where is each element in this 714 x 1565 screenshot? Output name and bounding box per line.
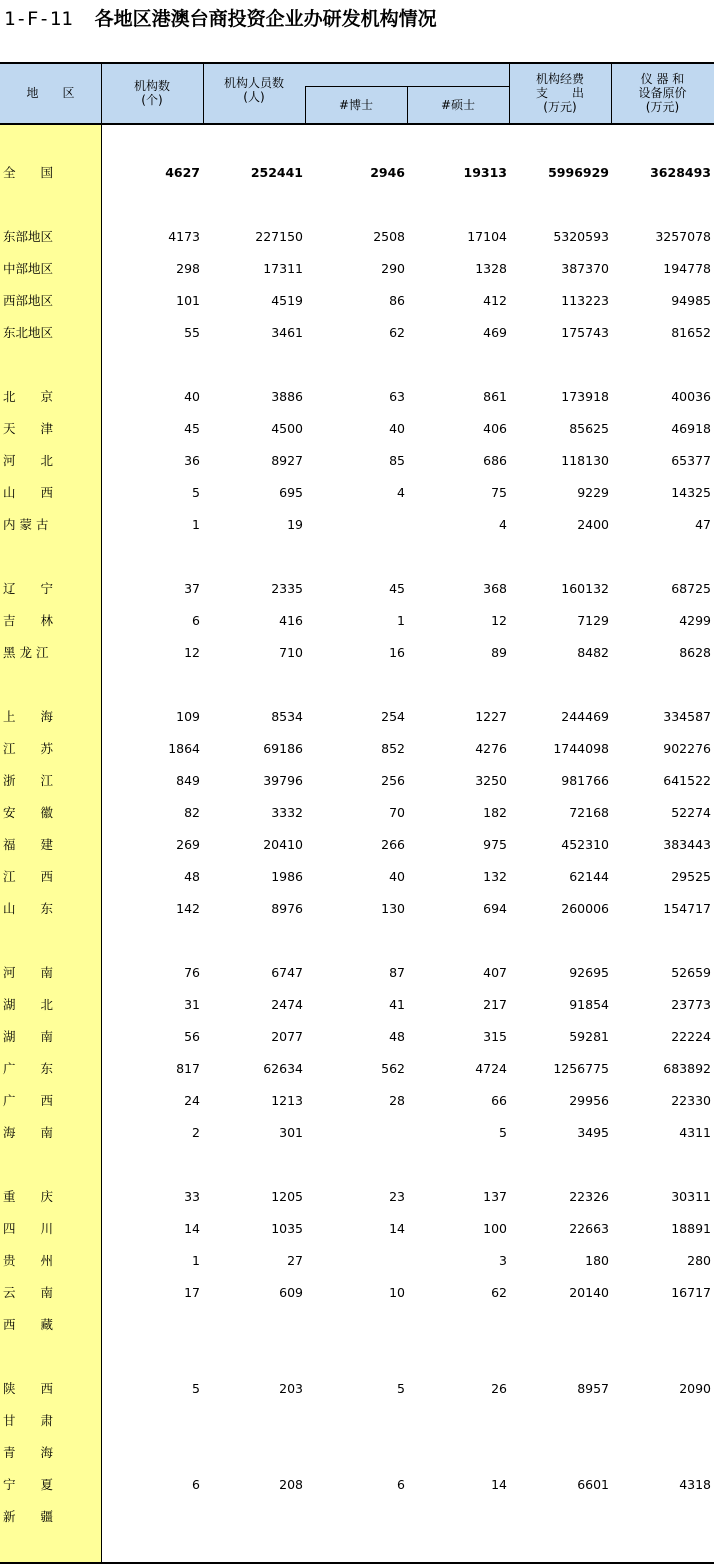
cell-value: 16717	[671, 1285, 711, 1300]
region-label: 安 徽	[3, 805, 54, 820]
cell-value: 694	[483, 901, 507, 916]
cell-value: 142	[176, 901, 200, 916]
cell-value: 3257078	[655, 229, 711, 244]
cell-value: 6747	[271, 965, 303, 980]
cell-value: 27	[287, 1253, 303, 1268]
cell-value: 6	[397, 1477, 405, 1492]
table-row	[0, 733, 714, 765]
cell-value: 861	[483, 389, 507, 404]
cell-value: 710	[279, 645, 303, 660]
cell-value: 3628493	[650, 165, 711, 180]
header-bottom-rule	[0, 123, 714, 125]
cell-value: 40036	[671, 389, 711, 404]
cell-value: 62634	[263, 1061, 303, 1076]
cell-value: 469	[483, 325, 507, 340]
cell-value: 66	[491, 1093, 507, 1108]
cell-value: 8482	[577, 645, 609, 660]
cell-value: 173918	[561, 389, 609, 404]
cell-value: 76	[184, 965, 200, 980]
cell-value: 22326	[569, 1189, 609, 1204]
cell-value: 40	[389, 421, 405, 436]
cell-value: 86	[389, 293, 405, 308]
cell-value: 14325	[671, 485, 711, 500]
cell-value: 254	[381, 709, 405, 724]
cell-value: 85625	[569, 421, 609, 436]
cell-value: 817	[176, 1061, 200, 1076]
cell-value: 256	[381, 773, 405, 788]
cell-value: 175743	[561, 325, 609, 340]
cell-value: 208	[279, 1477, 303, 1492]
cell-value: 17311	[263, 261, 303, 276]
cell-value: 62	[389, 325, 405, 340]
cell-value: 30311	[671, 1189, 711, 1204]
cell-value: 46918	[671, 421, 711, 436]
cell-value: 3461	[271, 325, 303, 340]
cell-value: 17	[184, 1285, 200, 1300]
cell-value: 31	[184, 997, 200, 1012]
table-row	[0, 701, 714, 733]
cell-value: 902276	[663, 741, 711, 756]
region-label: 海 南	[3, 1125, 54, 1140]
cell-value: 6	[192, 613, 200, 628]
table-row	[0, 1181, 714, 1213]
cell-value: 10	[389, 1285, 405, 1300]
cell-value: 4173	[168, 229, 200, 244]
cell-value: 387370	[561, 261, 609, 276]
table-row	[0, 1117, 714, 1149]
cell-value: 14	[491, 1477, 507, 1492]
region-label: 吉 林	[3, 613, 54, 628]
cell-value: 266	[381, 837, 405, 852]
cell-value: 92695	[569, 965, 609, 980]
region-label: 新 疆	[3, 1509, 54, 1524]
header-staff: 机构人员数 (人)	[223, 76, 284, 104]
cell-value: 182	[483, 805, 507, 820]
cell-value: 118130	[561, 453, 609, 468]
cell-value: 2	[192, 1125, 200, 1140]
region-label: 西部地区	[3, 293, 54, 308]
top-rule	[0, 62, 714, 64]
cell-value: 981766	[561, 773, 609, 788]
cell-value: 301	[279, 1125, 303, 1140]
cell-value: 4318	[679, 1477, 711, 1492]
cell-value: 2946	[370, 165, 405, 180]
header-phd: #博士	[338, 98, 374, 112]
cell-value: 12	[491, 613, 507, 628]
region-label: 河 南	[3, 965, 54, 980]
cell-value: 1227	[475, 709, 507, 724]
cell-value: 407	[483, 965, 507, 980]
table-row	[0, 413, 714, 445]
cell-value: 1213	[271, 1093, 303, 1108]
cell-value: 2335	[271, 581, 303, 596]
table-row	[0, 829, 714, 861]
cell-value: 8534	[271, 709, 303, 724]
table-row	[0, 1309, 714, 1341]
cell-value: 686	[483, 453, 507, 468]
cell-value: 65377	[671, 453, 711, 468]
cell-value: 368	[483, 581, 507, 596]
table-row	[0, 797, 714, 829]
cell-value: 1864	[168, 741, 200, 756]
cell-value: 7129	[577, 613, 609, 628]
table-row	[0, 1501, 714, 1533]
region-label: 湖 南	[3, 1029, 54, 1044]
cell-value: 45	[389, 581, 405, 596]
cell-value: 4299	[679, 613, 711, 628]
cell-value: 452310	[561, 837, 609, 852]
cell-value: 6601	[577, 1477, 609, 1492]
column-rule	[509, 62, 510, 124]
cell-value: 5996929	[548, 165, 609, 180]
cell-value: 5	[192, 485, 200, 500]
table-row	[0, 1085, 714, 1117]
cell-value: 113223	[561, 293, 609, 308]
region-label: 天 津	[3, 421, 54, 436]
cell-value: 3332	[271, 805, 303, 820]
cell-value: 2400	[577, 517, 609, 532]
cell-value: 62144	[569, 869, 609, 884]
cell-value: 260006	[561, 901, 609, 916]
cell-value: 641522	[663, 773, 711, 788]
cell-value: 1256775	[553, 1061, 609, 1076]
cell-value: 1744098	[553, 741, 609, 756]
region-label: 甘 肃	[3, 1413, 54, 1428]
table-row	[0, 989, 714, 1021]
region-label: 黑 龙 江	[3, 645, 49, 660]
cell-value: 59281	[569, 1029, 609, 1044]
cell-value: 52659	[671, 965, 711, 980]
table-row	[0, 157, 714, 189]
table-row	[0, 893, 714, 925]
cell-value: 22224	[671, 1029, 711, 1044]
table-row	[0, 509, 714, 541]
cell-value: 33	[184, 1189, 200, 1204]
cell-value: 1	[192, 1253, 200, 1268]
cell-value: 19313	[463, 165, 507, 180]
cell-value: 252441	[250, 165, 303, 180]
cell-value: 19	[287, 517, 303, 532]
cell-value: 1035	[271, 1221, 303, 1236]
header-expenditure: 机构经费 支 出 (万元)	[535, 72, 584, 114]
cell-value: 18891	[671, 1221, 711, 1236]
cell-value: 4	[499, 517, 507, 532]
cell-value: 101	[176, 293, 200, 308]
cell-value: 3495	[577, 1125, 609, 1140]
column-rule	[407, 86, 408, 124]
cell-value: 8628	[679, 645, 711, 660]
region-label: 辽 宁	[3, 581, 54, 596]
cell-value: 3	[499, 1253, 507, 1268]
cell-value: 383443	[663, 837, 711, 852]
cell-value: 39796	[263, 773, 303, 788]
region-label: 东部地区	[3, 229, 54, 244]
region-label: 江 苏	[3, 741, 54, 756]
cell-value: 4500	[271, 421, 303, 436]
table-row	[0, 1213, 714, 1245]
cell-value: 91854	[569, 997, 609, 1012]
cell-value: 244469	[561, 709, 609, 724]
cell-value: 683892	[663, 1061, 711, 1076]
table-row	[0, 1373, 714, 1405]
cell-value: 160132	[561, 581, 609, 596]
cell-value: 8957	[577, 1381, 609, 1396]
cell-value: 8976	[271, 901, 303, 916]
cell-value: 47	[695, 517, 711, 532]
cell-value: 69186	[263, 741, 303, 756]
cell-value: 24	[184, 1093, 200, 1108]
cell-value: 14	[389, 1221, 405, 1236]
cell-value: 28	[389, 1093, 405, 1108]
cell-value: 5	[397, 1381, 405, 1396]
cell-value: 63	[389, 389, 405, 404]
region-label: 四 川	[3, 1221, 54, 1236]
region-label: 浙 江	[3, 773, 54, 788]
cell-value: 1205	[271, 1189, 303, 1204]
cell-value: 40	[184, 389, 200, 404]
table-row	[0, 573, 714, 605]
cell-value: 334587	[663, 709, 711, 724]
cell-value: 3250	[475, 773, 507, 788]
statistics-table	[0, 62, 714, 1565]
region-label: 广 西	[3, 1093, 54, 1108]
cell-value: 45	[184, 421, 200, 436]
cell-value: 4276	[475, 741, 507, 756]
table-row	[0, 957, 714, 989]
table-row	[0, 221, 714, 253]
bottom-rule	[0, 1562, 714, 1564]
cell-value: 132	[483, 869, 507, 884]
cell-value: 1	[397, 613, 405, 628]
table-row	[0, 1469, 714, 1501]
cell-value: 154717	[663, 901, 711, 916]
cell-value: 89	[491, 645, 507, 660]
cell-value: 48	[389, 1029, 405, 1044]
cell-value: 37	[184, 581, 200, 596]
table-row	[0, 605, 714, 637]
cell-value: 5	[499, 1125, 507, 1140]
table-row	[0, 285, 714, 317]
cell-value: 22663	[569, 1221, 609, 1236]
region-label: 山 西	[3, 485, 54, 500]
cell-value: 48	[184, 869, 200, 884]
cell-value: 36	[184, 453, 200, 468]
cell-value: 82	[184, 805, 200, 820]
cell-value: 17104	[467, 229, 507, 244]
table-row	[0, 1437, 714, 1469]
cell-value: 4627	[165, 165, 200, 180]
cell-value: 52274	[671, 805, 711, 820]
cell-value: 81652	[671, 325, 711, 340]
cell-value: 217	[483, 997, 507, 1012]
region-label: 上 海	[3, 709, 54, 724]
cell-value: 29956	[569, 1093, 609, 1108]
cell-value: 4519	[271, 293, 303, 308]
cell-value: 2077	[271, 1029, 303, 1044]
cell-value: 62	[491, 1285, 507, 1300]
header-institutions: 机构数 (个)	[133, 79, 170, 107]
cell-value: 1986	[271, 869, 303, 884]
cell-value: 29525	[671, 869, 711, 884]
table-row	[0, 861, 714, 893]
cell-value: 194778	[663, 261, 711, 276]
table-row	[0, 381, 714, 413]
region-label: 青 海	[3, 1445, 54, 1460]
cell-value: 227150	[255, 229, 303, 244]
cell-value: 180	[585, 1253, 609, 1268]
table-number: 1-F-11	[4, 8, 73, 30]
region-label: 江 西	[3, 869, 54, 884]
table-row	[0, 1405, 714, 1437]
cell-value: 852	[381, 741, 405, 756]
cell-value: 849	[176, 773, 200, 788]
region-label: 陕 西	[3, 1381, 54, 1396]
cell-value: 269	[176, 837, 200, 852]
page-title: 各地区港澳台商投资企业办研发机构情况	[94, 8, 437, 30]
cell-value: 406	[483, 421, 507, 436]
region-label: 重 庆	[3, 1189, 54, 1204]
cell-value: 975	[483, 837, 507, 852]
cell-value: 85	[389, 453, 405, 468]
cell-value: 23	[389, 1189, 405, 1204]
cell-value: 2508	[373, 229, 405, 244]
cell-value: 4	[397, 485, 405, 500]
table-row	[0, 637, 714, 669]
cell-value: 203	[279, 1381, 303, 1396]
region-label: 北 京	[3, 389, 54, 404]
cell-value: 1328	[475, 261, 507, 276]
column-rule	[611, 62, 612, 124]
cell-value: 290	[381, 261, 405, 276]
cell-value: 5	[192, 1381, 200, 1396]
cell-value: 416	[279, 613, 303, 628]
cell-value: 20140	[569, 1285, 609, 1300]
cell-value: 8927	[271, 453, 303, 468]
cell-value: 137	[483, 1189, 507, 1204]
cell-value: 315	[483, 1029, 507, 1044]
cell-value: 562	[381, 1061, 405, 1076]
table-row	[0, 1245, 714, 1277]
cell-value: 26	[491, 1381, 507, 1396]
column-rule	[203, 62, 204, 124]
cell-value: 2474	[271, 997, 303, 1012]
header-equipment: 仪 器 和 设备原价 (万元)	[638, 72, 687, 114]
cell-value: 16	[389, 645, 405, 660]
region-label: 福 建	[3, 837, 54, 852]
cell-value: 9229	[577, 485, 609, 500]
region-label: 内 蒙 古	[3, 517, 49, 532]
table-row	[0, 765, 714, 797]
cell-value: 298	[176, 261, 200, 276]
cell-value: 14	[184, 1221, 200, 1236]
table-row	[0, 1277, 714, 1309]
region-label: 西 藏	[3, 1317, 54, 1332]
region-label: 贵 州	[3, 1253, 54, 1268]
cell-value: 94985	[671, 293, 711, 308]
region-label: 广 东	[3, 1061, 54, 1076]
region-label: 全 国	[3, 165, 54, 180]
cell-value: 130	[381, 901, 405, 916]
cell-value: 72168	[569, 805, 609, 820]
region-label: 宁 夏	[3, 1477, 54, 1492]
table-row	[0, 1021, 714, 1053]
region-label: 中部地区	[3, 261, 54, 276]
cell-value: 56	[184, 1029, 200, 1044]
region-label: 河 北	[3, 453, 54, 468]
cell-value: 412	[483, 293, 507, 308]
region-label: 湖 北	[3, 997, 54, 1012]
table-row	[0, 317, 714, 349]
cell-value: 87	[389, 965, 405, 980]
cell-value: 55	[184, 325, 200, 340]
table-row	[0, 1053, 714, 1085]
cell-value: 100	[483, 1221, 507, 1236]
cell-value: 5320593	[553, 229, 609, 244]
cell-value: 280	[687, 1253, 711, 1268]
cell-value: 4311	[679, 1125, 711, 1140]
cell-value: 41	[389, 997, 405, 1012]
column-rule	[305, 86, 306, 124]
cell-value: 3886	[271, 389, 303, 404]
cell-value: 20410	[263, 837, 303, 852]
table-row	[0, 477, 714, 509]
table-title-line	[4, 4, 437, 34]
cell-value: 1	[192, 517, 200, 532]
table-row	[0, 445, 714, 477]
cell-value: 695	[279, 485, 303, 500]
cell-value: 75	[491, 485, 507, 500]
cell-value: 6	[192, 1477, 200, 1492]
header-region: 地 区	[26, 86, 75, 100]
cell-value: 40	[389, 869, 405, 884]
region-label: 东北地区	[3, 325, 54, 340]
cell-value: 2090	[679, 1381, 711, 1396]
cell-value: 12	[184, 645, 200, 660]
table-row	[0, 253, 714, 285]
region-label: 云 南	[3, 1285, 54, 1300]
header-master: #硕士	[440, 98, 476, 112]
cell-value: 4724	[475, 1061, 507, 1076]
cell-value: 22330	[671, 1093, 711, 1108]
region-label: 山 东	[3, 901, 54, 916]
cell-value: 609	[279, 1285, 303, 1300]
cell-value: 68725	[671, 581, 711, 596]
cell-value: 70	[389, 805, 405, 820]
cell-value: 109	[176, 709, 200, 724]
cell-value: 23773	[671, 997, 711, 1012]
